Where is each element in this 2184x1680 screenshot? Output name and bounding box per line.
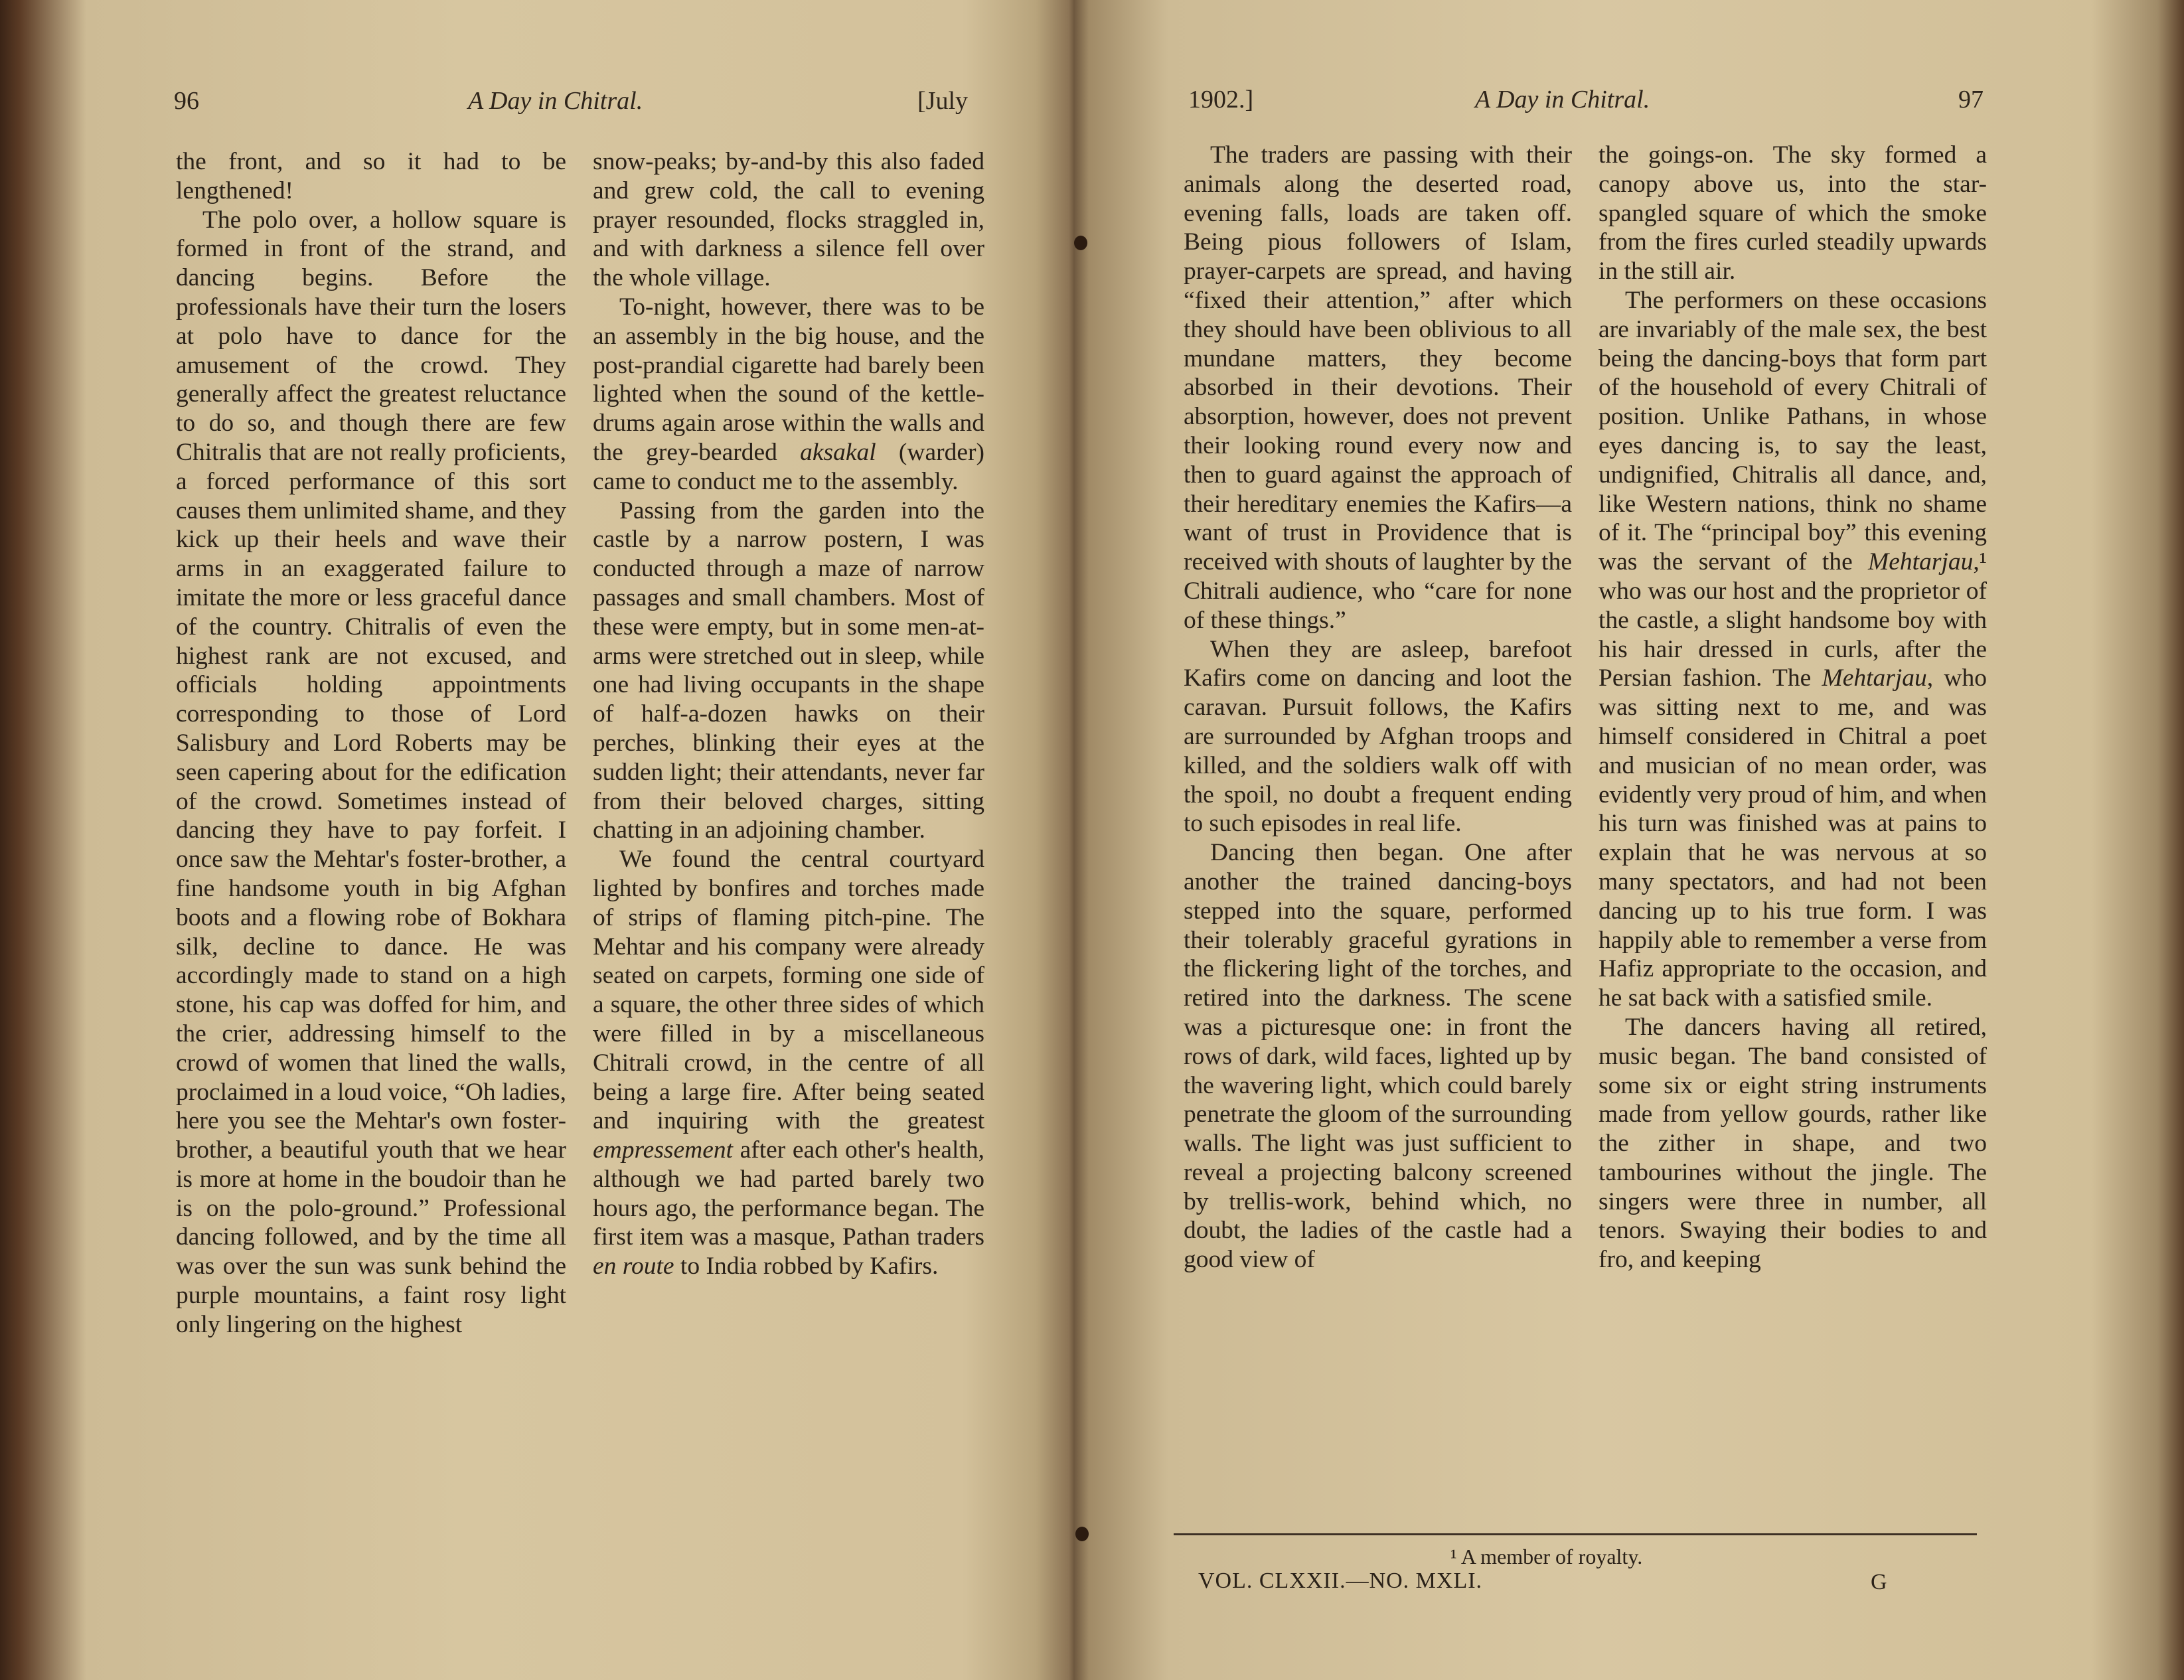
right-page-column-1	[1184, 141, 1572, 1274]
footnote: ¹ A member of royalty.	[1450, 1545, 1643, 1568]
italic-term: empressement	[593, 1136, 734, 1164]
paragraph: the front, and so it had to be lengthened!	[176, 148, 566, 204]
paragraph: We found the central courtyard lighted by bonfires and torches made of strips of flaming pitch-pine. The Mehtar and his company were already seated on carpets, forming one side of a square, the other three sides of which were filled in by a miscellaneous Chitrali crowd, in the centre of all being a large fire. After being seated and inquiring with the greatest empressement after each other's health, although we had parted barely two hours ago, the performance began. The first item was a masque, Pathan traders en route to India robbed by Kafirs.	[593, 846, 984, 1280]
paragraph	[593, 293, 984, 496]
paragraph: When they are asleep, barefoot Kafirs come on dancing and loot the caravan. Pursuit follows, the Kafirs are surrounded by Afghan troops and killed, and the soldiers walk off with the spoil, no doubt a frequent ending to such episodes in real life.	[1184, 635, 1572, 838]
paragraph: the goings-on. The sky formed a canopy above us, into the star-spangled square of which the smoke from the fires curled steadily upwards in the still air.	[1599, 141, 1987, 285]
paragraph: The traders are passing with their animals along the deserted road, evening falls, loads are taken off. Being pious followers of Islam, prayer-carpets are spread, and having “fixed their attention,” after which they should have been oblivious to all mundane matters, they become absorbed in their devotions. Their absorption, however, does not prevent their looking round every now and then to guard against the approach of their hereditary enemies the Kafirs—a want of trust in Providence that is received with shouts of laughter by the Chitrali audience, who “care for none of these things.”	[1184, 141, 1572, 634]
paragraph: The polo over, a hollow square is formed in front of the strand, and dancing begins. Before the professionals have their turn the losers at polo have to dance for the amusement of the crowd. They generally affect the greatest reluctance to do so, and though there are few Chitralis that are not really proficients, a forced performance of this sort causes them unlimited shame, and they kick up their heels and wave their arms in an exaggerated failure to imitate the more or less graceful dance of the country. Chitralis of even the highest rank are not excused, and officials holding appointments corresponding to those of Lord Salisbury and Lord Roberts may be seen capering about for the edification of the crowd. Sometimes instead of dancing they have to pay forfeit. I once saw the Mehtar's foster-brother, a fine handsome youth in big Afghan boots and a flowing robe of Bokhara silk, decline to dance. He was accordingly made to stand on a high stone, his cap was doffed for him, and the crier, addressing himself to the crowd of women that lined the walls, proclaimed in a loud voice, “Oh ladies, here you see the Mehtar's own foster-brother, a beautiful youth that we hear is more at home in the boudoir than he is on the polo-ground.” Professional dancing followed, and by the time all was over the sun was sunk behind the purple mountains, a faint rosy light only lingering on the highest	[176, 206, 566, 1338]
paragraph: The dancers having all retired, music began. The band consisted of some six or eight string instruments made from yellow gourds, rather like the zither in shape, and two tambourines without the jingle. The singers were three in number, all tenors. Swaying their bodies to and fro, and keeping	[1599, 1013, 1987, 1274]
date-mark-left: [July	[917, 87, 968, 115]
page-number-right: 97	[1958, 86, 1984, 114]
paragraph: snow-peaks; by-and-by this also faded and grew cold, the call to evening prayer resounded, flocks straggled in, and with darkness a silence fell over the whole village.	[593, 148, 984, 292]
paragraph: The performers on these occasions are invariably of the male sex, the best being the dancing-boys that form part of the household of every Chitrali of position. Unlike Pathans, in whose eyes dancing is, to say the least, undignified, Chitralis all dance, and, like Western nations, think no shame of it. The “principal boy” this evening was the servant of the Mehtarjau,¹ who was our host and the proprietor of the castle, a slight handsome boy with his hair dressed in curls, after the Persian fashion. The Mehtarjau, who was sitting next to me, and was himself considered in Chitral a poet and musician of no mean order, was evidently very proud of him, and when his turn was finished was at pains to explain that he was nervous at so many spectators, and had not been dancing up to his true form. I was happily able to remember a verse from Hafiz appropriate to the occasion, and he sat back with a satisfied smile.	[1599, 286, 1987, 1012]
italic-term: aksakal	[800, 438, 876, 466]
italic-term: Mehtarjau	[1822, 664, 1927, 692]
left-page-column-1	[176, 147, 566, 1339]
page-number-left: 96	[174, 87, 199, 115]
signature-line: VOL. CLXXII.—NO. MXLI.	[1198, 1568, 1483, 1593]
italic-term: en route	[593, 1253, 674, 1280]
right-page-column-2	[1599, 141, 1987, 1274]
running-title-right: A Day in Chitral.	[1475, 86, 1650, 114]
date-mark-right: 1902.]	[1188, 86, 1254, 114]
paragraph: Passing from the garden into the castle by a narrow postern, I was conducted through a maze of narrow passages and small chambers. Most of these were empty, but in some men-at-arms were stretched out in sleep, while one had living occupants in the shape of half-a-dozen hawks on their perches, blinking their eyes at the sudden light; their attendants, never far from their beloved charges, sitting chatting in an adjoining chamber.	[593, 496, 984, 844]
running-title-left: A Day in Chitral.	[468, 87, 643, 115]
signature-mark: G	[1871, 1570, 1887, 1594]
paragraph-text: To-night, however, there was to be an assembly in the big house, and the post-prandial cigarette had barely been lighted when the sound of the kettle-drums again arose within the walls and the grey-bearded aksakal (warder) came to conduct me to the assembly.	[593, 293, 984, 495]
italic-term: Mehtarjau	[1868, 548, 1974, 576]
left-page	[0, 0, 1069, 1680]
binding-hole	[1075, 1527, 1089, 1541]
footnote-rule	[1174, 1533, 1977, 1535]
binding-hole	[1074, 236, 1087, 250]
left-page-column-2	[593, 147, 984, 1281]
paragraph: Dancing then began. One after another the trained dancing-boys stepped into the square, performed their tolerably graceful gyrations in the flickering light of the torches, and retired into the darkness. The scene was a picturesque one: in front the rows of dark, wild faces, lighted up by the wavering light, which could barely penetrate the gloom of the surrounding walls. The light was just sufficient to reveal a projecting balcony screened by trellis-work, behind which, no doubt, the ladies of the castle had a good view of	[1184, 839, 1572, 1274]
